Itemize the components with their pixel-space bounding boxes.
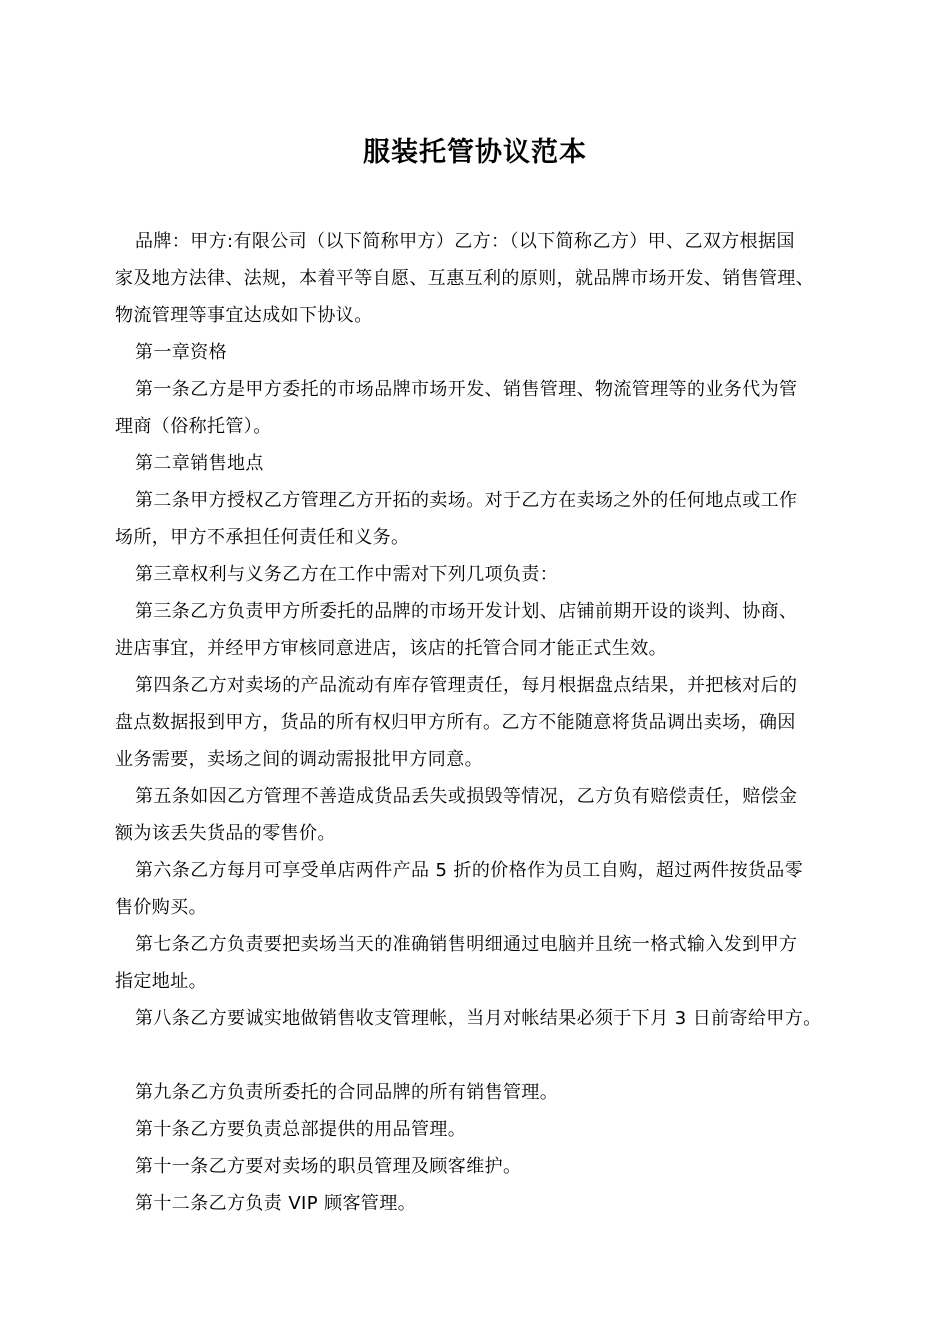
chapter-3-heading: 第三章权利与义务乙方在工作中需对下列几项负责： xyxy=(135,564,559,585)
article-4-line-2: 盘点数据报到甲方，货品的所有权归甲方所有。乙方不能随意将货品调出卖场，确因 xyxy=(115,712,796,733)
article-5-line-1: 第五条如因乙方管理不善造成货品丢失或损毁等情况，乙方负有赔偿责任，赔偿金 xyxy=(135,786,798,807)
article-11: 第十一条乙方要对卖场的职员管理及顾客维护。 xyxy=(135,1156,522,1177)
article-5-line-2: 额为该丢失货品的零售价。 xyxy=(115,823,336,844)
article-9: 第九条乙方负责所委托的合同品牌的所有销售管理。 xyxy=(135,1082,559,1103)
document-title: 服装托管协议范本 xyxy=(363,137,587,168)
document-body xyxy=(115,223,855,1222)
intro-paragraph xyxy=(115,223,855,334)
article-1 xyxy=(115,371,855,445)
article-4-line-1: 第四条乙方对卖场的产品流动有库存管理责任，每月根据盘点结果，并把核对后的 xyxy=(135,675,798,696)
article-6 xyxy=(115,852,855,926)
article-3-line-2: 进店事宜，并经甲方审核同意进店，该店的托管合同才能正式生效。 xyxy=(115,638,667,659)
article-2 xyxy=(115,482,855,556)
intro-line-1: 品牌：甲方:有限公司（以下简称甲方）乙方：（以下简称乙方）甲、乙双方根据国 xyxy=(135,231,795,252)
article-12: 第十二条乙方负责 VIP 顾客管理。 xyxy=(135,1193,417,1214)
article-6-line-1: 第六条乙方每月可享受单店两件产品 5 折的价格作为员工自购，超过两件按货品零 xyxy=(135,860,804,881)
article-7 xyxy=(115,926,855,1000)
article-5 xyxy=(115,778,855,852)
article-4-line-3: 业务需要，卖场之间的调动需报批甲方同意。 xyxy=(115,749,483,770)
paragraph-gap xyxy=(115,1037,855,1074)
article-2-line-2: 场所，甲方不承担任何责任和义务。 xyxy=(115,527,410,548)
article-10: 第十条乙方要负责总部提供的用品管理。 xyxy=(135,1119,467,1140)
article-8: 第八条乙方要诚实地做销售收支管理帐，当月对帐结果必须于下月 3 日前寄给甲方。 xyxy=(135,1008,822,1029)
chapter-1-heading: 第一章资格 xyxy=(135,342,227,363)
article-3 xyxy=(115,593,855,667)
article-1-line-2: 理商（俗称托管）。 xyxy=(115,416,272,437)
article-3-line-1: 第三条乙方负责甲方所委托的品牌的市场开发计划、店铺前期开设的谈判、协商、 xyxy=(135,601,798,622)
chapter-2-heading: 第二章销售地点 xyxy=(135,453,264,474)
article-6-line-2: 售价购买。 xyxy=(115,897,207,918)
intro-line-2: 家及地方法律、法规，本着平等自愿、互惠互利的原则，就品牌市场开发、销售管理、 xyxy=(115,268,815,289)
article-1-line-1: 第一条乙方是甲方委托的市场品牌市场开发、销售管理、物流管理等的业务代为管 xyxy=(135,379,798,400)
article-7-line-2: 指定地址。 xyxy=(115,971,207,992)
article-7-line-1: 第七条乙方负责要把卖场当天的准确销售明细通过电脑并且统一格式输入发到甲方 xyxy=(135,934,798,955)
intro-line-3: 物流管理等事宜达成如下协议。 xyxy=(115,305,373,326)
article-4 xyxy=(115,667,855,778)
article-2-line-1: 第二条甲方授权乙方管理乙方开拓的卖场。对于乙方在卖场之外的任何地点或工作 xyxy=(135,490,798,511)
